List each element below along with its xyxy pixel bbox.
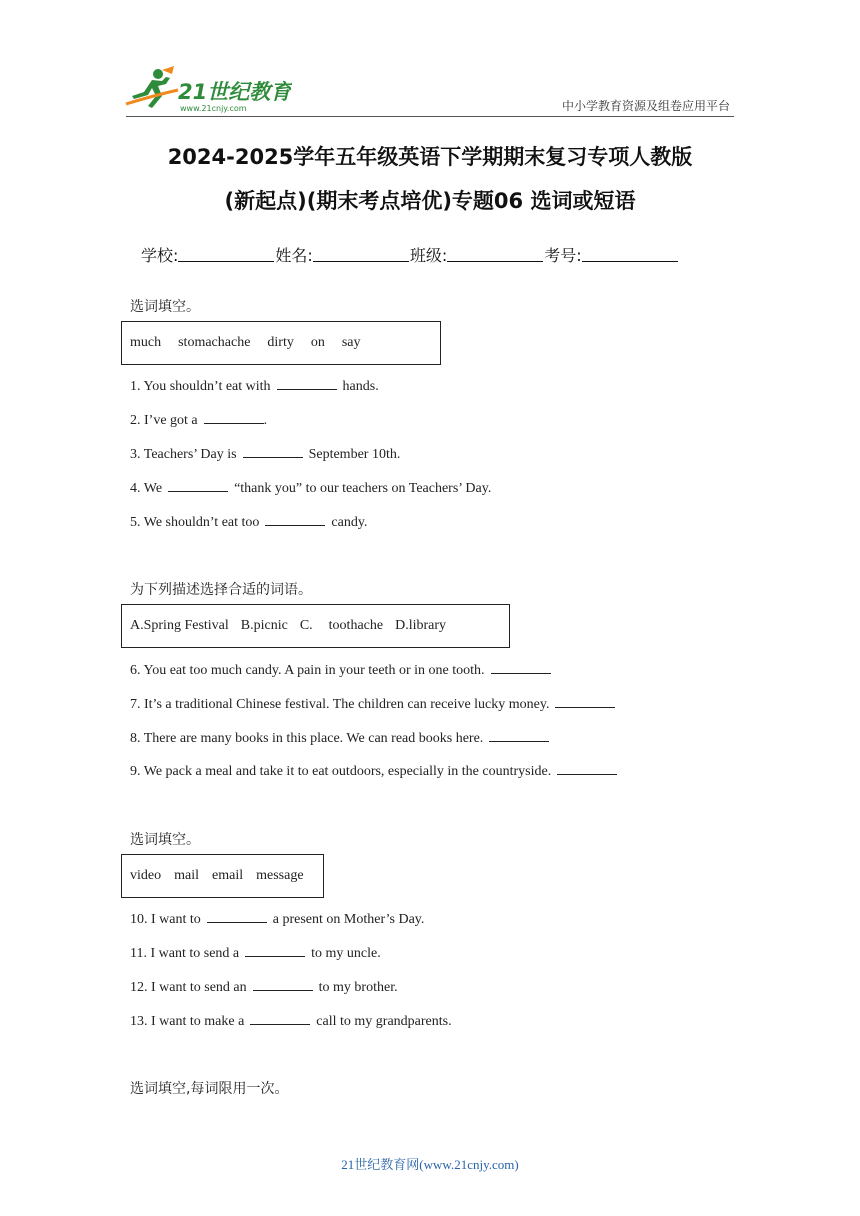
question-number: 3. [130, 447, 141, 462]
question-text: I want to make a [151, 1014, 245, 1029]
section-2-instruction: 为下列描述选择合适的词语。 [130, 582, 312, 598]
word-option: toothache [328, 618, 384, 633]
question-number: 10. [130, 912, 148, 927]
question-number: 13. [130, 1014, 148, 1029]
exam-number-blank[interactable] [582, 243, 678, 262]
question-text: There are many books in this place. We can read books here. [143, 731, 484, 746]
name-blank[interactable] [313, 243, 409, 262]
question-text: You eat too much candy. A pain in your teeth or in one tooth. [143, 663, 485, 678]
question-item [130, 729, 555, 747]
question-item [130, 661, 557, 679]
school-label: 学校: [141, 246, 179, 265]
answer-blank[interactable] [168, 479, 228, 492]
question-text-after: “thank you” to our teachers on Teachers’ Day. [234, 481, 492, 496]
answer-blank[interactable] [491, 661, 551, 674]
question-text-after: to my uncle. [311, 946, 381, 961]
question-item [130, 762, 623, 780]
exam-number-label: 考号: [544, 246, 582, 265]
section-1-instruction: 选词填空。 [130, 299, 200, 315]
question-text-after: September 10th. [308, 447, 401, 462]
answer-blank[interactable] [245, 944, 305, 957]
section-3-word-box [121, 854, 324, 898]
answer-blank[interactable] [265, 513, 325, 526]
word-option: A.Spring Festival [130, 618, 229, 633]
question-text-after: hands. [342, 379, 379, 394]
question-text-after: a present on Mother’s Day. [272, 912, 425, 927]
section-4-instruction: 选词填空,每词限用一次。 [130, 1081, 289, 1097]
question-item [130, 695, 621, 713]
answer-blank[interactable] [555, 695, 615, 708]
question-text: I’ve got a [144, 413, 198, 428]
question-text: You shouldn’t eat with [143, 379, 271, 394]
svg-text:21世纪教育: 21世纪教育 [178, 80, 292, 104]
answer-blank[interactable] [250, 1012, 310, 1025]
answer-blank[interactable] [204, 411, 264, 424]
logo [122, 66, 292, 116]
student-info-row [141, 243, 679, 266]
question-number: 9. [130, 764, 141, 779]
word-option: much [130, 335, 162, 350]
answer-blank[interactable] [253, 978, 313, 991]
answer-blank[interactable] [489, 729, 549, 742]
question-number: 5. [130, 515, 141, 530]
page-footer: 21世纪教育网(www.21cnjy.com) [341, 1157, 519, 1172]
question-text-after: call to my grandparents. [316, 1014, 452, 1029]
word-option: email [212, 868, 244, 883]
question-number: 1. [130, 379, 141, 394]
word-option: dirty [267, 335, 294, 350]
answer-blank[interactable] [557, 762, 617, 775]
question-number: 8. [130, 731, 141, 746]
question-text-after: . [263, 413, 268, 428]
question-number: 2. [130, 413, 141, 428]
question-item [130, 978, 398, 996]
word-option: stomachache [178, 335, 251, 350]
question-number: 12. [130, 980, 148, 995]
page-header [0, 0, 860, 120]
word-option: on [310, 335, 325, 350]
question-number: 4. [130, 481, 141, 496]
question-text: I want to send a [150, 946, 240, 961]
name-label: 姓名: [275, 246, 313, 265]
platform-label: 中小学教育资源及组卷应用平台 [561, 99, 730, 113]
runner-logo-icon [122, 66, 292, 116]
question-text: I want to send an [151, 980, 247, 995]
question-number: 11. [130, 946, 147, 961]
section-2-word-box [121, 604, 510, 648]
class-blank[interactable] [447, 243, 543, 262]
question-item [130, 479, 491, 497]
question-item [130, 1012, 452, 1030]
question-text: Teachers’ Day is [143, 447, 237, 462]
question-item [130, 910, 424, 928]
answer-blank[interactable] [277, 377, 337, 390]
question-item [130, 411, 267, 429]
section-1-word-box [121, 321, 441, 365]
question-text-after: candy. [331, 515, 368, 530]
question-text-after: to my brother. [318, 980, 398, 995]
class-label: 班级: [409, 246, 448, 265]
question-number: 7. [130, 697, 141, 712]
question-text: We [143, 481, 163, 496]
answer-blank[interactable] [243, 445, 303, 458]
question-number: 6. [130, 663, 141, 678]
word-option: video [130, 868, 162, 883]
question-text: I want to [151, 912, 201, 927]
section-3-instruction: 选词填空。 [130, 832, 200, 848]
question-item [130, 445, 400, 463]
question-item [130, 944, 381, 962]
school-blank[interactable] [178, 243, 274, 262]
word-option: say [341, 335, 361, 350]
question-text: It’s a traditional Chinese festival. The children can receive lucky money. [144, 697, 550, 712]
answer-blank[interactable] [207, 910, 267, 923]
word-option: mail [174, 868, 199, 883]
question-text: We pack a meal and take it to eat outdoors, especially in the countryside. [143, 764, 552, 779]
svg-text:www.21cnjy.com: www.21cnjy.com [180, 104, 247, 113]
page-title-line1: 2024-2025学年五年级英语下学期期末复习专项人教版 [167, 145, 693, 169]
word-option: B.picnic [240, 618, 288, 633]
word-option: message [256, 868, 304, 883]
word-option: D.library [395, 618, 447, 633]
word-option: C. [299, 618, 313, 633]
page-title-line2: (新起点)(期末考点培优)专题06 选词或短语 [224, 189, 636, 213]
question-item [130, 377, 379, 395]
question-text: We shouldn’t eat too [143, 515, 260, 530]
header-divider [126, 116, 734, 117]
question-item [130, 513, 367, 531]
